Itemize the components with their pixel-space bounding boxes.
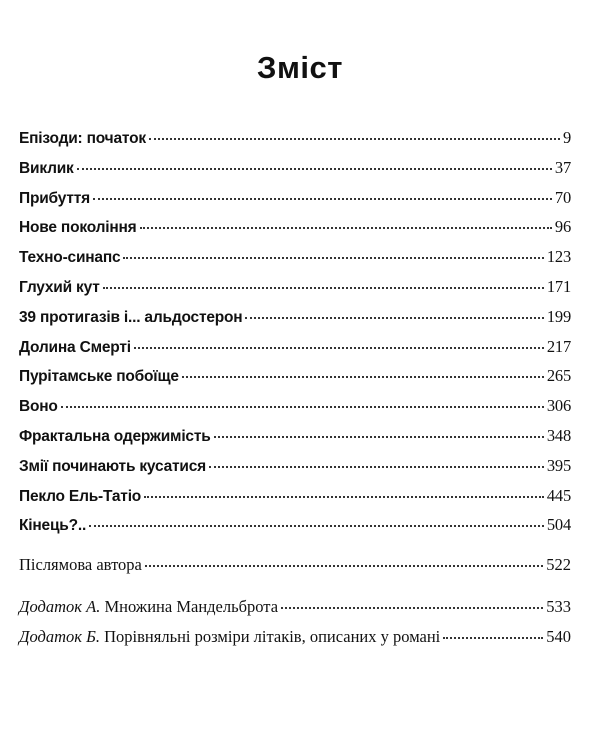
toc-entry-page: 445: [546, 485, 571, 505]
toc-entry[interactable]: [19, 396, 571, 426]
toc-entry-page: 395: [546, 455, 571, 475]
toc-entry-page: 504: [546, 515, 571, 535]
toc-entry-label: [19, 627, 440, 647]
toc-entry-label: Кінець?..: [19, 517, 87, 535]
toc-entry-label: Прибуття: [19, 189, 90, 207]
dot-leader: [145, 564, 543, 567]
dot-leader: [144, 495, 544, 498]
toc-entry-label: Нове покоління: [19, 219, 137, 237]
toc-entry[interactable]: [19, 366, 571, 396]
toc-entry-label: Техно-синапс: [19, 249, 121, 267]
toc-entry-label: [19, 597, 278, 617]
toc-entry-page: 70: [554, 187, 571, 207]
toc-entry-page: 37: [554, 157, 571, 177]
toc-entry[interactable]: [19, 456, 571, 486]
appendix-title: Порівняльні розміри літаків, описаних у романі: [100, 626, 441, 646]
toc-entry-appendix[interactable]: [19, 597, 571, 627]
appendix-title: Множина Мандельброта: [100, 596, 279, 616]
toc-entry[interactable]: [19, 277, 571, 307]
toc-entry[interactable]: [19, 515, 571, 545]
dot-leader: [245, 316, 543, 319]
toc-entry-page: 217: [546, 336, 571, 356]
page-title: Зміст: [257, 50, 343, 85]
toc-entry-label: Виклик: [19, 159, 74, 177]
dot-leader: [134, 346, 544, 349]
toc-entry-label: Післямова автора: [19, 555, 142, 575]
dot-leader: [182, 375, 544, 378]
toc-entry[interactable]: [19, 217, 571, 247]
toc-entry-afterword[interactable]: [19, 555, 571, 585]
toc-entry-page: 265: [546, 366, 571, 386]
toc-entry-label: Фрактальна одержимість: [19, 427, 211, 445]
toc-entry[interactable]: [19, 128, 571, 158]
dot-leader: [103, 286, 544, 289]
dot-leader: [209, 465, 544, 468]
toc-entry-page: 123: [546, 247, 571, 267]
toc-entry-appendix[interactable]: [19, 627, 571, 657]
dot-leader: [89, 524, 544, 527]
dot-leader: [93, 197, 552, 200]
dot-leader: [123, 256, 543, 259]
toc-entry[interactable]: [19, 247, 571, 277]
dot-leader: [214, 435, 544, 438]
toc-entry-page: 533: [546, 596, 571, 616]
toc-entry-label: Глухий кут: [19, 278, 100, 296]
toc-entry-page: 540: [546, 626, 571, 646]
toc-entry[interactable]: [19, 158, 571, 188]
toc-entry-label: 39 протигазів і... альдостерон: [19, 308, 243, 326]
toc-entry[interactable]: [19, 188, 571, 218]
toc-entry-label: Долина Смерті: [19, 338, 131, 356]
dot-leader: [149, 137, 560, 140]
toc-entry-page: 171: [546, 276, 571, 296]
appendix-prefix: Додаток Б.: [19, 626, 100, 646]
toc-entry-label: Змії починають кусатися: [19, 457, 206, 475]
dot-leader: [443, 636, 543, 639]
appendix-prefix: Додаток А.: [19, 596, 101, 616]
dot-leader: [140, 226, 552, 229]
toc-entry-page: 348: [546, 425, 571, 445]
toc-entry[interactable]: [19, 426, 571, 456]
dot-leader: [61, 405, 544, 408]
toc-entry-page: 199: [546, 306, 571, 326]
toc-entry-label: Пекло Ель-Татіо: [19, 487, 142, 505]
toc-entry-label: Воно: [19, 398, 58, 416]
toc-entry-label: Епізоди: початок: [19, 130, 146, 147]
toc-entry-page: 522: [546, 555, 571, 575]
toc-entry[interactable]: [19, 486, 571, 516]
dot-leader: [281, 606, 543, 609]
toc-entry-label: Пурітамське побоїще: [19, 368, 179, 386]
toc-entry-page: 306: [546, 396, 571, 416]
toc-entry[interactable]: [19, 337, 571, 367]
toc-entry-page: 9: [562, 128, 571, 147]
dot-leader: [77, 167, 552, 170]
toc-entry[interactable]: [19, 307, 571, 337]
table-of-contents: [19, 128, 571, 657]
toc-entry-page: 96: [554, 217, 571, 237]
